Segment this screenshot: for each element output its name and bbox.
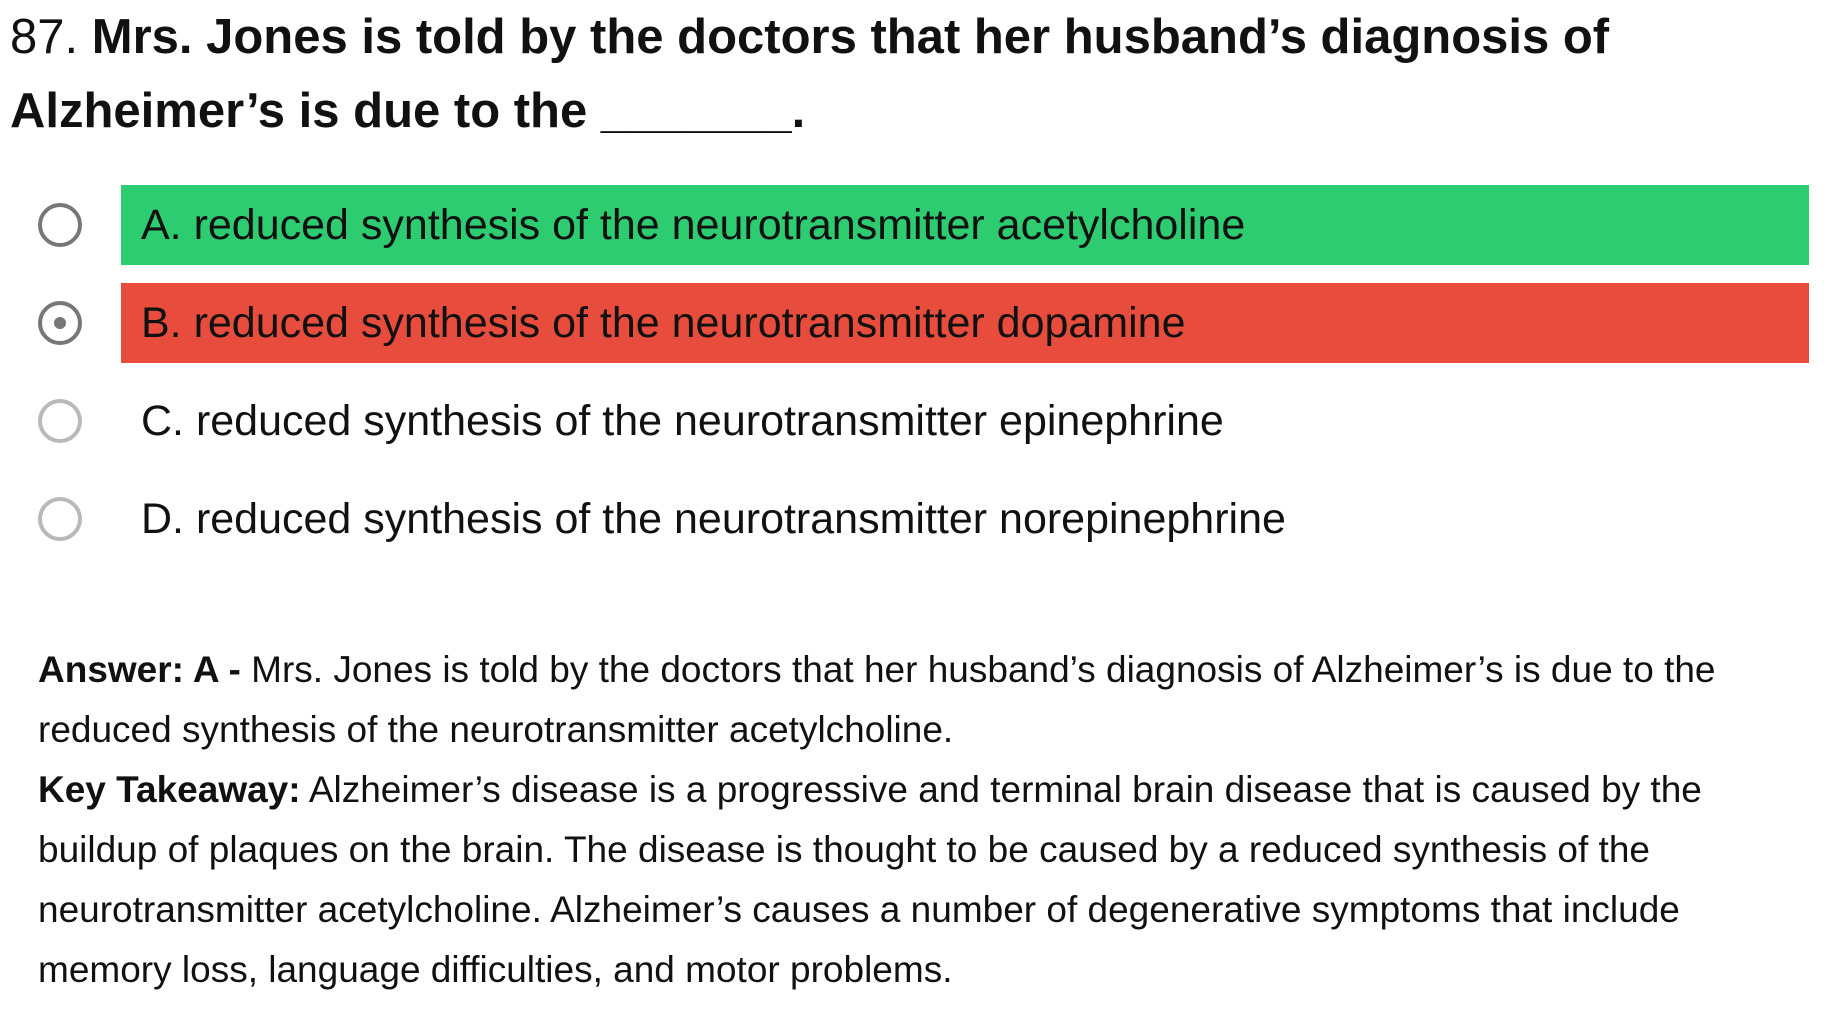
option-c[interactable] [0, 381, 1830, 461]
option-b[interactable] [0, 283, 1830, 363]
option-d-label[interactable]: D. reduced synthesis of the neurotransmitter norepinephrine [141, 495, 1286, 543]
radio-button-unselected-icon[interactable] [38, 497, 82, 541]
takeaway-label: Key Takeaway: [38, 769, 301, 810]
option-b-label[interactable]: B. reduced synthesis of the neurotransmitter dopamine [121, 283, 1809, 363]
takeaway-paragraph [38, 760, 1818, 1000]
question-text: Mrs. Jones is told by the doctors that her husband’s diagnosis of Alzheimer’s is due to the _______. [10, 10, 1610, 138]
takeaway-text: Alzheimer’s disease is a progressive and terminal brain disease that is caused by the buildup of plaques on the brain. The disease is thought to be caused by a reduced synthesis of the neurotransmitter acetylcholine. Alzheimer’s causes a number of degenerative symptoms that include memory loss, language difficulties, and motor problems. [38, 769, 1702, 990]
question-number: 87. [10, 10, 79, 64]
radio-button-unselected-icon[interactable] [38, 203, 82, 247]
option-c-label[interactable]: C. reduced synthesis of the neurotransmitter epinephrine [141, 397, 1224, 445]
answer-paragraph [38, 640, 1818, 760]
option-d[interactable] [0, 479, 1830, 559]
question-heading [10, 0, 1790, 148]
option-a-label[interactable]: A. reduced synthesis of the neurotransmitter acetylcholine [121, 185, 1809, 265]
radio-button-unselected-icon[interactable] [38, 399, 82, 443]
option-a[interactable] [0, 185, 1830, 265]
answer-label: Answer: A - [38, 649, 241, 690]
answer-explanation [38, 640, 1818, 1000]
radio-button-selected-icon[interactable] [38, 301, 82, 345]
answer-text: Mrs. Jones is told by the doctors that her husband’s diagnosis of Alzheimer’s is due to the reduced synthesis of the neurotransmitter acetylcholine. [38, 649, 1716, 750]
radio-dot-icon [54, 317, 66, 329]
